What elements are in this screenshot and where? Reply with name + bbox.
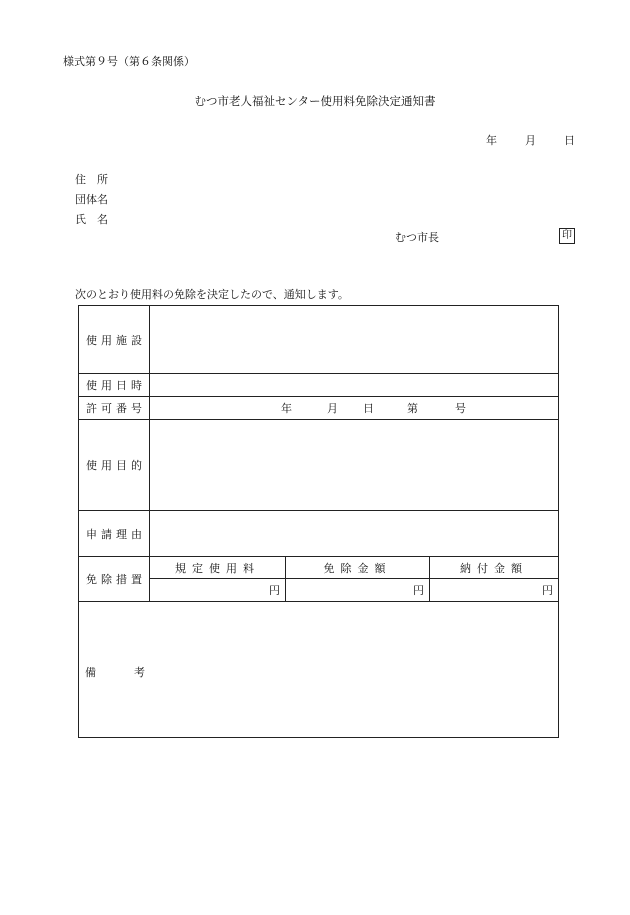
permit-label: 許可番号 xyxy=(79,397,150,420)
group-name-label: 団体名 xyxy=(75,193,108,206)
name-label: 氏 名 xyxy=(75,213,108,226)
reason-field xyxy=(150,511,559,557)
table-row xyxy=(79,511,559,557)
table-row xyxy=(79,374,559,397)
table-row xyxy=(79,397,559,420)
date-line xyxy=(486,135,575,146)
table-row xyxy=(79,602,559,738)
facility-label: 使用施設 xyxy=(79,306,150,374)
notes-label: 備考 xyxy=(85,665,183,679)
permit-no-label: 第 xyxy=(407,402,418,415)
permit-month-label: 月 xyxy=(327,402,338,415)
purpose-label: 使用目的 xyxy=(79,420,150,511)
seal-mark: 印 xyxy=(559,228,575,244)
table-row xyxy=(79,306,559,374)
payment-amount-header: 納付金額 xyxy=(430,557,559,579)
exempt-amount-header: 免除金額 xyxy=(286,557,430,579)
notes-field xyxy=(79,602,559,738)
date-day-label: 日 xyxy=(564,134,575,147)
datetime-field xyxy=(150,374,559,397)
standard-fee-header: 規定使用料 xyxy=(150,557,286,579)
standard-fee-yen: 円 xyxy=(150,579,286,602)
datetime-label: 使用日時 xyxy=(79,374,150,397)
form-number: 様式第９号（第６条関係） xyxy=(63,55,195,68)
table-row xyxy=(79,557,559,579)
facility-field xyxy=(150,306,559,374)
exemption-label: 免除措置 xyxy=(79,557,150,602)
recipient-block xyxy=(75,173,108,233)
permit-number-label: 号 xyxy=(455,402,466,415)
reason-label: 申請理由 xyxy=(79,511,150,557)
intro-text: 次のとおり使用料の免除を決定したので、通知します。 xyxy=(75,288,349,301)
payment-amount-yen: 円 xyxy=(430,579,559,602)
address-label: 住 所 xyxy=(75,173,108,186)
permit-year-label: 年 xyxy=(281,402,292,415)
table-row xyxy=(79,420,559,511)
exemption-table xyxy=(78,305,559,738)
permit-day-label: 日 xyxy=(363,402,374,415)
date-year-label: 年 xyxy=(486,134,497,147)
issuer-label: むつ市長 xyxy=(395,231,439,244)
date-month-label: 月 xyxy=(525,134,536,147)
purpose-field xyxy=(150,420,559,511)
exempt-amount-yen: 円 xyxy=(286,579,430,602)
document-title: むつ市老人福祉センター使用料免除決定通知書 xyxy=(194,94,436,108)
table-row xyxy=(79,579,559,602)
permit-field xyxy=(150,397,559,420)
